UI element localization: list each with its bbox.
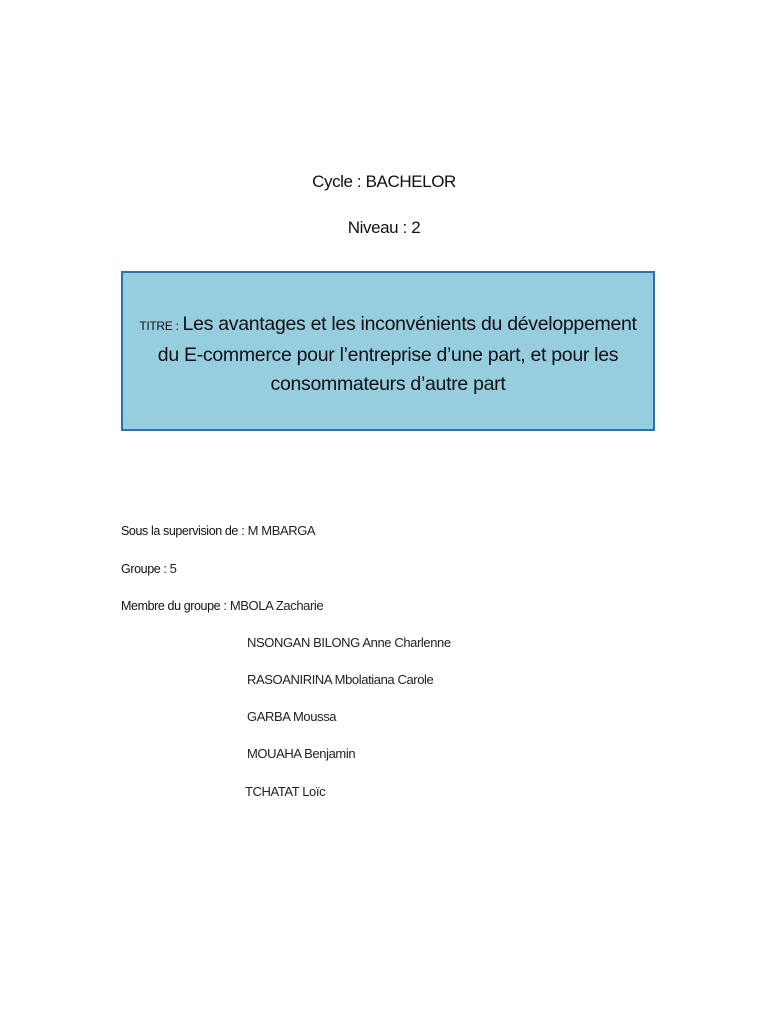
title-box [121,271,655,431]
membre-line [121,598,323,613]
groupe-value: 5 [166,561,177,576]
groupe-label: Groupe : [121,562,167,576]
supervision-value: : M MBARGA [237,523,316,538]
title-label: TITRE : [139,319,179,333]
supervision-line [121,523,315,538]
member-name: RASOANIRINA Mbolatiana Carole [247,672,434,687]
cycle-heading: Cycle : BACHELOR [312,172,456,191]
member-name: TCHATAT Loïc [245,784,326,799]
member-name: GARBA Moussa [247,709,337,724]
title-line-3: consommateurs d’autre part [270,373,506,395]
title-text [123,310,653,399]
membre-label: Membre du groupe [121,599,221,613]
title-line-1: Les avantages et les inconvénients du développement [182,313,637,335]
title-line-2: du E-commerce pour l’entreprise d’une part, et pour les [157,344,619,366]
niveau-heading: Niveau : 2 [347,218,421,237]
supervision-label: Sous la supervision de [121,524,238,538]
membre-value: : MBOLA Zacharie [220,598,324,613]
member-name: MOUAHA Benjamin [247,746,356,761]
groupe-line [121,561,177,576]
member-name: NSONGAN BILONG Anne Charlenne [247,635,451,650]
